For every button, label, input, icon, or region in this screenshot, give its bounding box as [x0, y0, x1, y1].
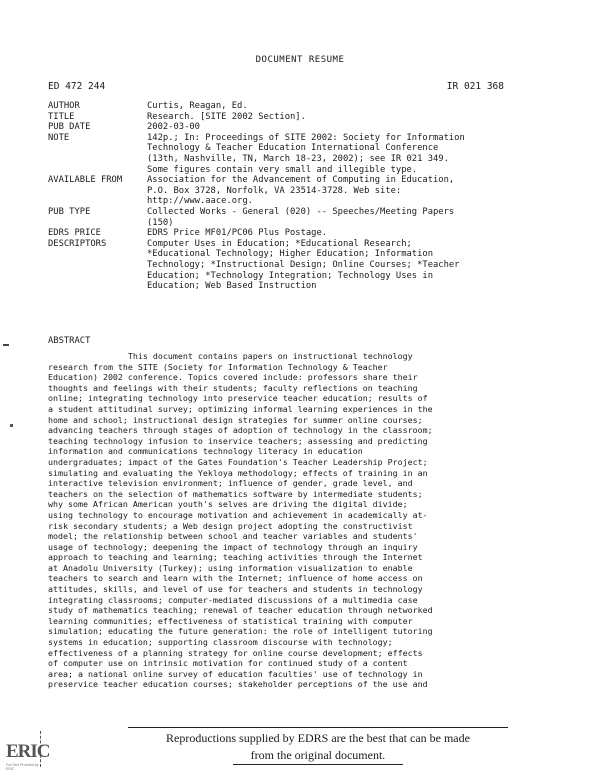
field-row — [48, 207, 508, 228]
abstract-line: advancing teachers through stages of adoption of technology in the classroom; — [48, 425, 433, 436]
field-row — [48, 239, 508, 292]
abstract-line: home and school; instructional design strategies for summer online courses; — [48, 414, 423, 425]
abstract-line: effectiveness of a planning strategy for online course development; effects — [48, 647, 423, 658]
field-value — [147, 133, 508, 175]
abstract-line: usage of technology; deepening the impact of technology through an inquiry — [48, 541, 418, 552]
abstract-line: at Anadolu University (Turkey); using information visualization to enable — [48, 562, 413, 573]
field-value — [147, 112, 508, 123]
field-value-line: Collected Works - General (020) -- Speeches/Meeting Papers — [147, 206, 455, 217]
abstract-line: integrating classrooms; computer-mediated discussions of a multimedia case — [48, 594, 418, 605]
abstract-line: teaching technology infusion to inservice teachers; assessing and predicting — [48, 435, 428, 446]
field-value-line: Technology; *Instructional Design; Online Courses; *Teacher — [147, 259, 460, 270]
field-label: PUB DATE — [48, 122, 91, 133]
field-row — [48, 122, 508, 133]
field-value — [147, 122, 508, 133]
field-value-line: http://www.aace.org. — [147, 196, 253, 207]
abstract-body — [48, 351, 508, 690]
abstract-line: why some African American youth's selves are driving the digital divide; — [48, 499, 408, 510]
abstract-line: area; a national online survey of education faculties' use of technology in — [48, 668, 423, 679]
abstract-line: online; integrating technology into preservice teacher education; results of — [48, 393, 428, 404]
field-value — [147, 175, 508, 207]
field-value-line: Education; *Technology Integration; Technology Uses in — [147, 270, 433, 281]
field-row — [48, 112, 508, 123]
field-value-line: Education; Web Based Instruction — [147, 281, 317, 292]
field-value-line: Computer Uses in Education; *Educational Research; — [147, 238, 412, 249]
abstract-line: using technology to encourage motivation and achievement in academically at- — [48, 509, 428, 520]
reproduction-line-2: from the original document. — [233, 747, 403, 765]
ir-number: IR 021 368 — [446, 81, 504, 92]
abstract-line: information and communications technology literacy in education — [48, 446, 363, 457]
field-value-line: *Educational Technology; Higher Education; Information — [147, 249, 433, 260]
ed-number: ED 472 244 — [48, 81, 106, 92]
scan-mark — [40, 731, 59, 767]
abstract-line: of computer use on intrinsic motivation for continued study of a content — [48, 658, 408, 669]
abstract-heading: ABSTRACT — [48, 336, 91, 346]
abstract-line: teachers on the selection of mathematics software by intermediate students; — [48, 488, 423, 499]
field-label: EDRS PRICE — [48, 228, 101, 239]
abstract-line: approach to teaching and learning; teaching activities through the Internet — [48, 552, 423, 563]
scan-mark — [10, 424, 13, 427]
field-value-line: Technology & Teacher Education International Conference — [147, 143, 439, 154]
field-value-line: Some figures contain very small and illegible type. — [147, 164, 418, 175]
field-value-line: Curtis, Reagan, Ed. — [147, 101, 248, 111]
field-value-line: Research. [SITE 2002 Section]. — [147, 111, 306, 122]
field-label: AVAILABLE FROM — [48, 175, 123, 186]
field-value-line: P.O. Box 3728, Norfolk, VA 23514-3728. Web site: — [147, 185, 402, 196]
reproduction-notice — [128, 727, 508, 766]
eric-logo: ERIC Full Text Provided by ERIC — [6, 741, 50, 771]
document-title: DOCUMENT RESUME — [255, 55, 345, 65]
field-value — [147, 207, 508, 228]
abstract-line: interactive television environment; influence of gender, grade level, and — [48, 478, 413, 489]
abstract-line: research from the SITE (Society for Information Technology & Teacher — [48, 361, 388, 372]
reproduction-line-1: Reproductions supplied by EDRS are the best that can be made — [166, 731, 470, 745]
field-value — [147, 101, 508, 112]
abstract-line: attitudes, skills, and level of use for teachers and students in technology — [48, 584, 423, 595]
field-value — [147, 228, 508, 239]
field-value-line: Association for the Advancement of Computing in Education, — [147, 175, 455, 186]
field-label: NOTE — [48, 132, 70, 143]
abstract-line: study of mathematics teaching; renewal of teacher education through networked — [48, 605, 433, 616]
abstract-line: risk secondary students; a Web design project adopting the constructivist — [48, 520, 413, 531]
field-value-line: (13th, Nashville, TN, March 18-23, 2002); see IR 021 349. — [147, 153, 449, 164]
field-row — [48, 228, 508, 239]
abstract-line: learning communities; effectiveness of statistical training with computer — [48, 615, 413, 626]
field-value-line: 142p.; In: Proceedings of SITE 2002: Society for Information — [147, 132, 465, 143]
abstract-line: simulating and evaluating the Yekloya methodology; effects of training in an — [48, 467, 428, 478]
metadata-fields — [48, 101, 508, 292]
field-label: PUB TYPE — [48, 206, 91, 217]
abstract-line: a student attitudinal survey; optimizing informal learning experiences in the — [48, 403, 433, 414]
abstract-line: systems in education; supporting classroom discourse with technology; — [48, 637, 393, 648]
field-label: TITLE — [48, 111, 75, 122]
abstract-line: model; the relationship between school and teacher variables and students' — [48, 531, 418, 542]
field-value-line: EDRS Price MF01/PC06 Plus Postage. — [147, 228, 328, 239]
abstract-line: undergraduates; impact of the Gates Foundation's Teacher Leadership Project; — [48, 456, 428, 467]
abstract-line: simulation; educating the future generation: the role of intelligent tutoring — [48, 626, 433, 637]
abstract-line: thoughts and feelings with their students; faculty reflections on teaching — [48, 382, 418, 393]
field-label: AUTHOR — [48, 101, 80, 111]
abstract-line: Education) 2002 conference. Topics covered include: professors share their — [48, 372, 418, 383]
field-label: DESCRIPTORS — [48, 238, 107, 249]
field-value — [147, 239, 508, 292]
field-row — [48, 101, 508, 112]
abstract-line: This document contains papers on instructional technology — [48, 351, 413, 361]
abstract-line: teachers to search and learn with the Internet; influence of home access on — [48, 573, 423, 584]
field-row — [48, 175, 508, 207]
field-row — [48, 133, 508, 175]
scan-mark — [3, 344, 9, 346]
field-value-line: (150) — [147, 217, 174, 228]
field-value-line: 2002-03-00 — [147, 122, 200, 133]
abstract-line: preservice teacher education courses; stakeholder perceptions of the use and — [48, 679, 428, 690]
